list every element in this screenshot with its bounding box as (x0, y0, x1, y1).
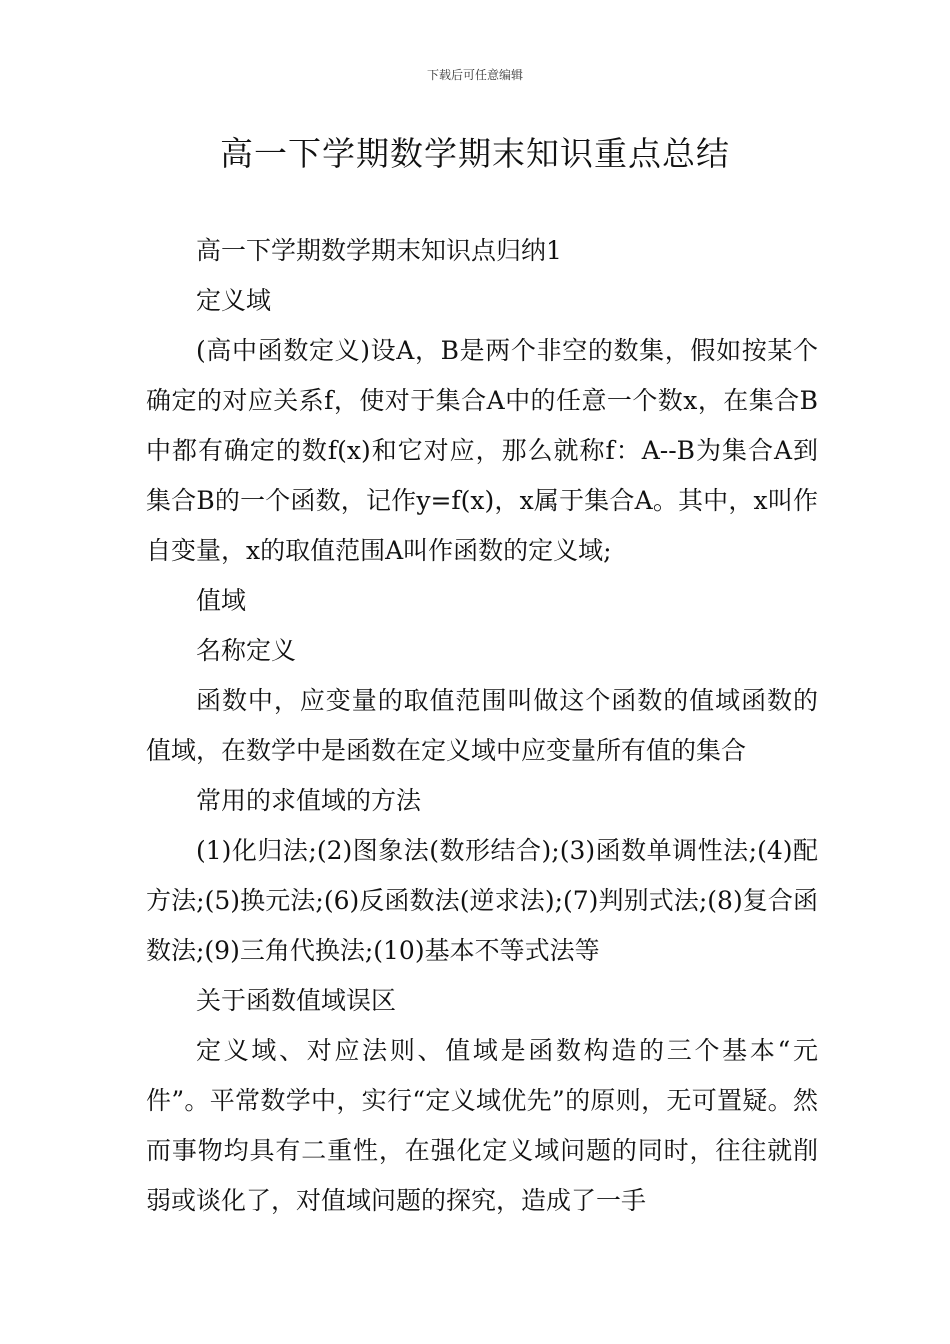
paragraph: (高中函数定义)设A，B是两个非空的数集，假如按某个确定的对应关系f，使对于集合A中的任意一个数x，在集合B中都有确定的数f(x)和它对应，那么就称f：A--B为集合A到集合B的一个函数，记作y=f(x)，x属于集合A。其中，x叫作自变量，x的取值范围A叫作函数的定义域; (146, 336, 818, 565)
section-heading: 高一下学期数学期末知识点归纳1 (196, 236, 562, 265)
paragraph: (1)化归法;(2)图象法(数形结合);(3)函数单调性法;(4)配方法;(5)换元法;(6)反函数法(逆求法);(7)判别式法;(8)复合函数法;(9)三角代换法;(10)基本不等式法等 (146, 836, 818, 965)
section-heading: 常用的求值域的方法 (196, 786, 422, 815)
document-title: 高一下学期数学期末知识重点总结 (220, 134, 730, 173)
header-note: 下载后可任意编辑 (426, 68, 523, 82)
section-heading: 名称定义 (196, 636, 297, 665)
section-heading: 值域 (196, 586, 247, 615)
paragraph: 函数中，应变量的取值范围叫做这个函数的值域函数的值域，在数学中是函数在定义域中应变量所有值的集合 (146, 686, 818, 765)
document-body (146, 226, 818, 1226)
section-heading: 关于函数值域误区 (196, 986, 397, 1015)
section-heading: 定义域 (196, 286, 272, 315)
paragraph: 定义域、对应法则、值域是函数构造的三个基本“元件”。平常数学中，实行“定义域优先”的原则，无可置疑。然而事物均具有二重性，在强化定义域问题的同时，往往就削弱或谈化了，对值域问题的探究，造成了一手 (146, 1036, 818, 1215)
